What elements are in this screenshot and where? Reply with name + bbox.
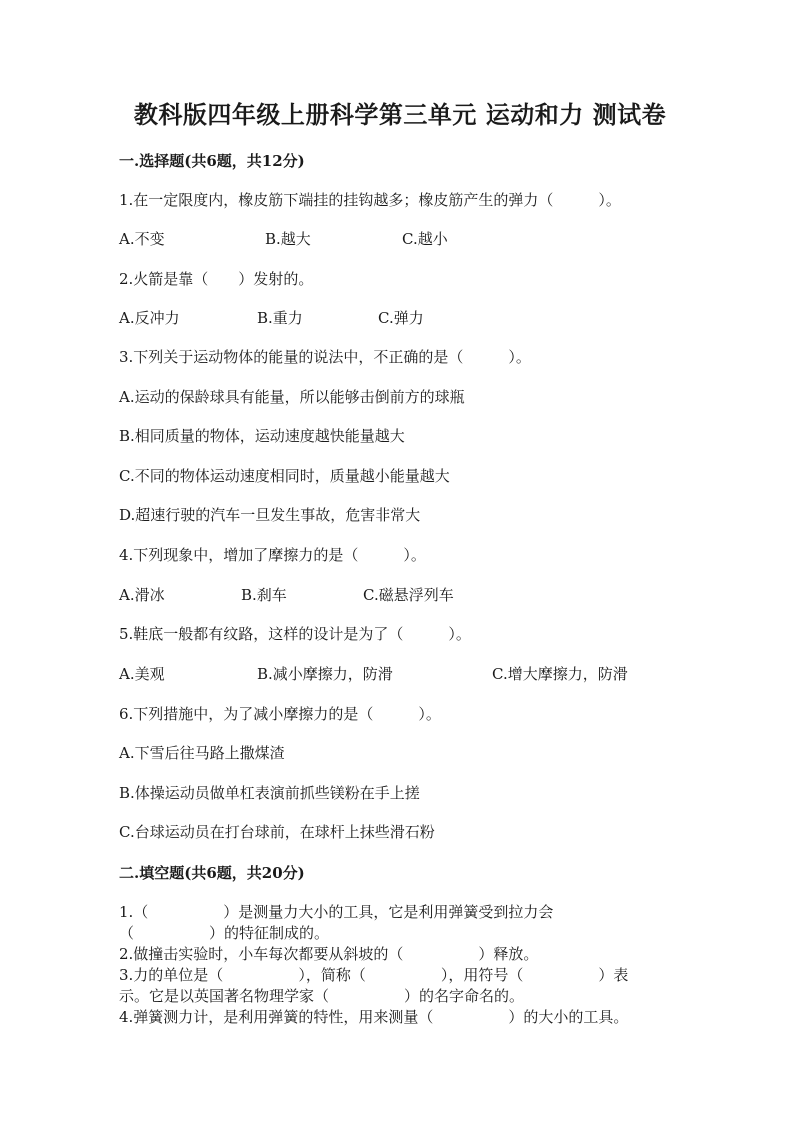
section-heading-fill: 二.填空题(共6题，共20分) — [119, 864, 305, 882]
question-4-option-c: C.磁悬浮列车 — [363, 586, 454, 604]
question-3-text: 3.下列关于运动物体的能量的说法中，不正确的是（ ）。 — [119, 348, 531, 366]
question-4-text: 4.下列现象中，增加了摩擦力的是（ ）。 — [119, 546, 426, 564]
question-3-option-b: B.相同质量的物体，运动速度越快能量越大 — [119, 427, 405, 445]
fill-question-2: 2.做撞击实验时，小车每次都要从斜坡的（ ）释放。 — [119, 945, 539, 963]
question-1-option-a: A.不变 — [119, 230, 165, 248]
fill-questions — [119, 902, 679, 1028]
fill-question-3-line-1: 3.力的单位是（ ），简称（ ），用符号（ ）表 — [119, 966, 629, 984]
question-5-option-b: B.减小摩擦力，防滑 — [257, 665, 393, 683]
question-3-option-a: A.运动的保龄球具有能量，所以能够击倒前方的球瓶 — [119, 388, 465, 406]
fill-question-1-line-2: （ ）的特征制成的。 — [119, 924, 330, 942]
question-3-option-d: D.超速行驶的汽车一旦发生事故，危害非常大 — [119, 506, 421, 524]
question-3-option-c: C.不同的物体运动速度相同时，质量越小能量越大 — [119, 467, 450, 485]
section-heading-choice: 一.选择题(共6题，共12分) — [119, 152, 305, 170]
fill-question-4: 4.弹簧测力计，是利用弹簧的特性，用来测量（ ）的大小的工具。 — [119, 1008, 629, 1026]
question-6-option-b: B.体操运动员做单杠表演前抓些镁粉在手上搓 — [119, 784, 420, 802]
question-1-option-b: B.越大 — [265, 230, 311, 248]
question-2-option-a: A.反冲力 — [119, 309, 180, 327]
question-4-option-b: B.刹车 — [241, 586, 287, 604]
question-6-option-a: A.下雪后往马路上撒煤渣 — [119, 744, 285, 762]
question-5-option-c: C.增大摩擦力，防滑 — [492, 665, 628, 683]
question-5-option-a: A.美观 — [119, 665, 165, 683]
page-title: 教科版四年级上册科学第三单元 运动和力 测试卷 — [133, 100, 667, 129]
question-4-option-a: A.滑冰 — [119, 586, 165, 604]
question-5-text: 5.鞋底一般都有纹路，这样的设计是为了（ ）。 — [119, 625, 471, 643]
question-2-text: 2.火箭是靠（ ）发射的。 — [119, 270, 314, 288]
question-6-text: 6.下列措施中，为了减小摩擦力的是（ ）。 — [119, 705, 441, 723]
question-6-option-c: C.台球运动员在打台球前，在球杆上抹些滑石粉 — [119, 823, 435, 841]
question-1-text: 1.在一定限度内，橡皮筋下端挂的挂钩越多；橡皮筋产生的弹力（ ）。 — [119, 191, 621, 209]
question-2-option-c: C.弹力 — [378, 309, 424, 327]
fill-question-3-line-2: 示。它是以英国著名物理学家（ ）的名字命名的。 — [119, 987, 525, 1005]
question-2-option-b: B.重力 — [257, 309, 303, 327]
question-1-option-c: C.越小 — [402, 230, 448, 248]
fill-question-1-line-1: 1.（ ）是测量力大小的工具，它是利用弹簧受到拉力会 — [119, 903, 554, 921]
